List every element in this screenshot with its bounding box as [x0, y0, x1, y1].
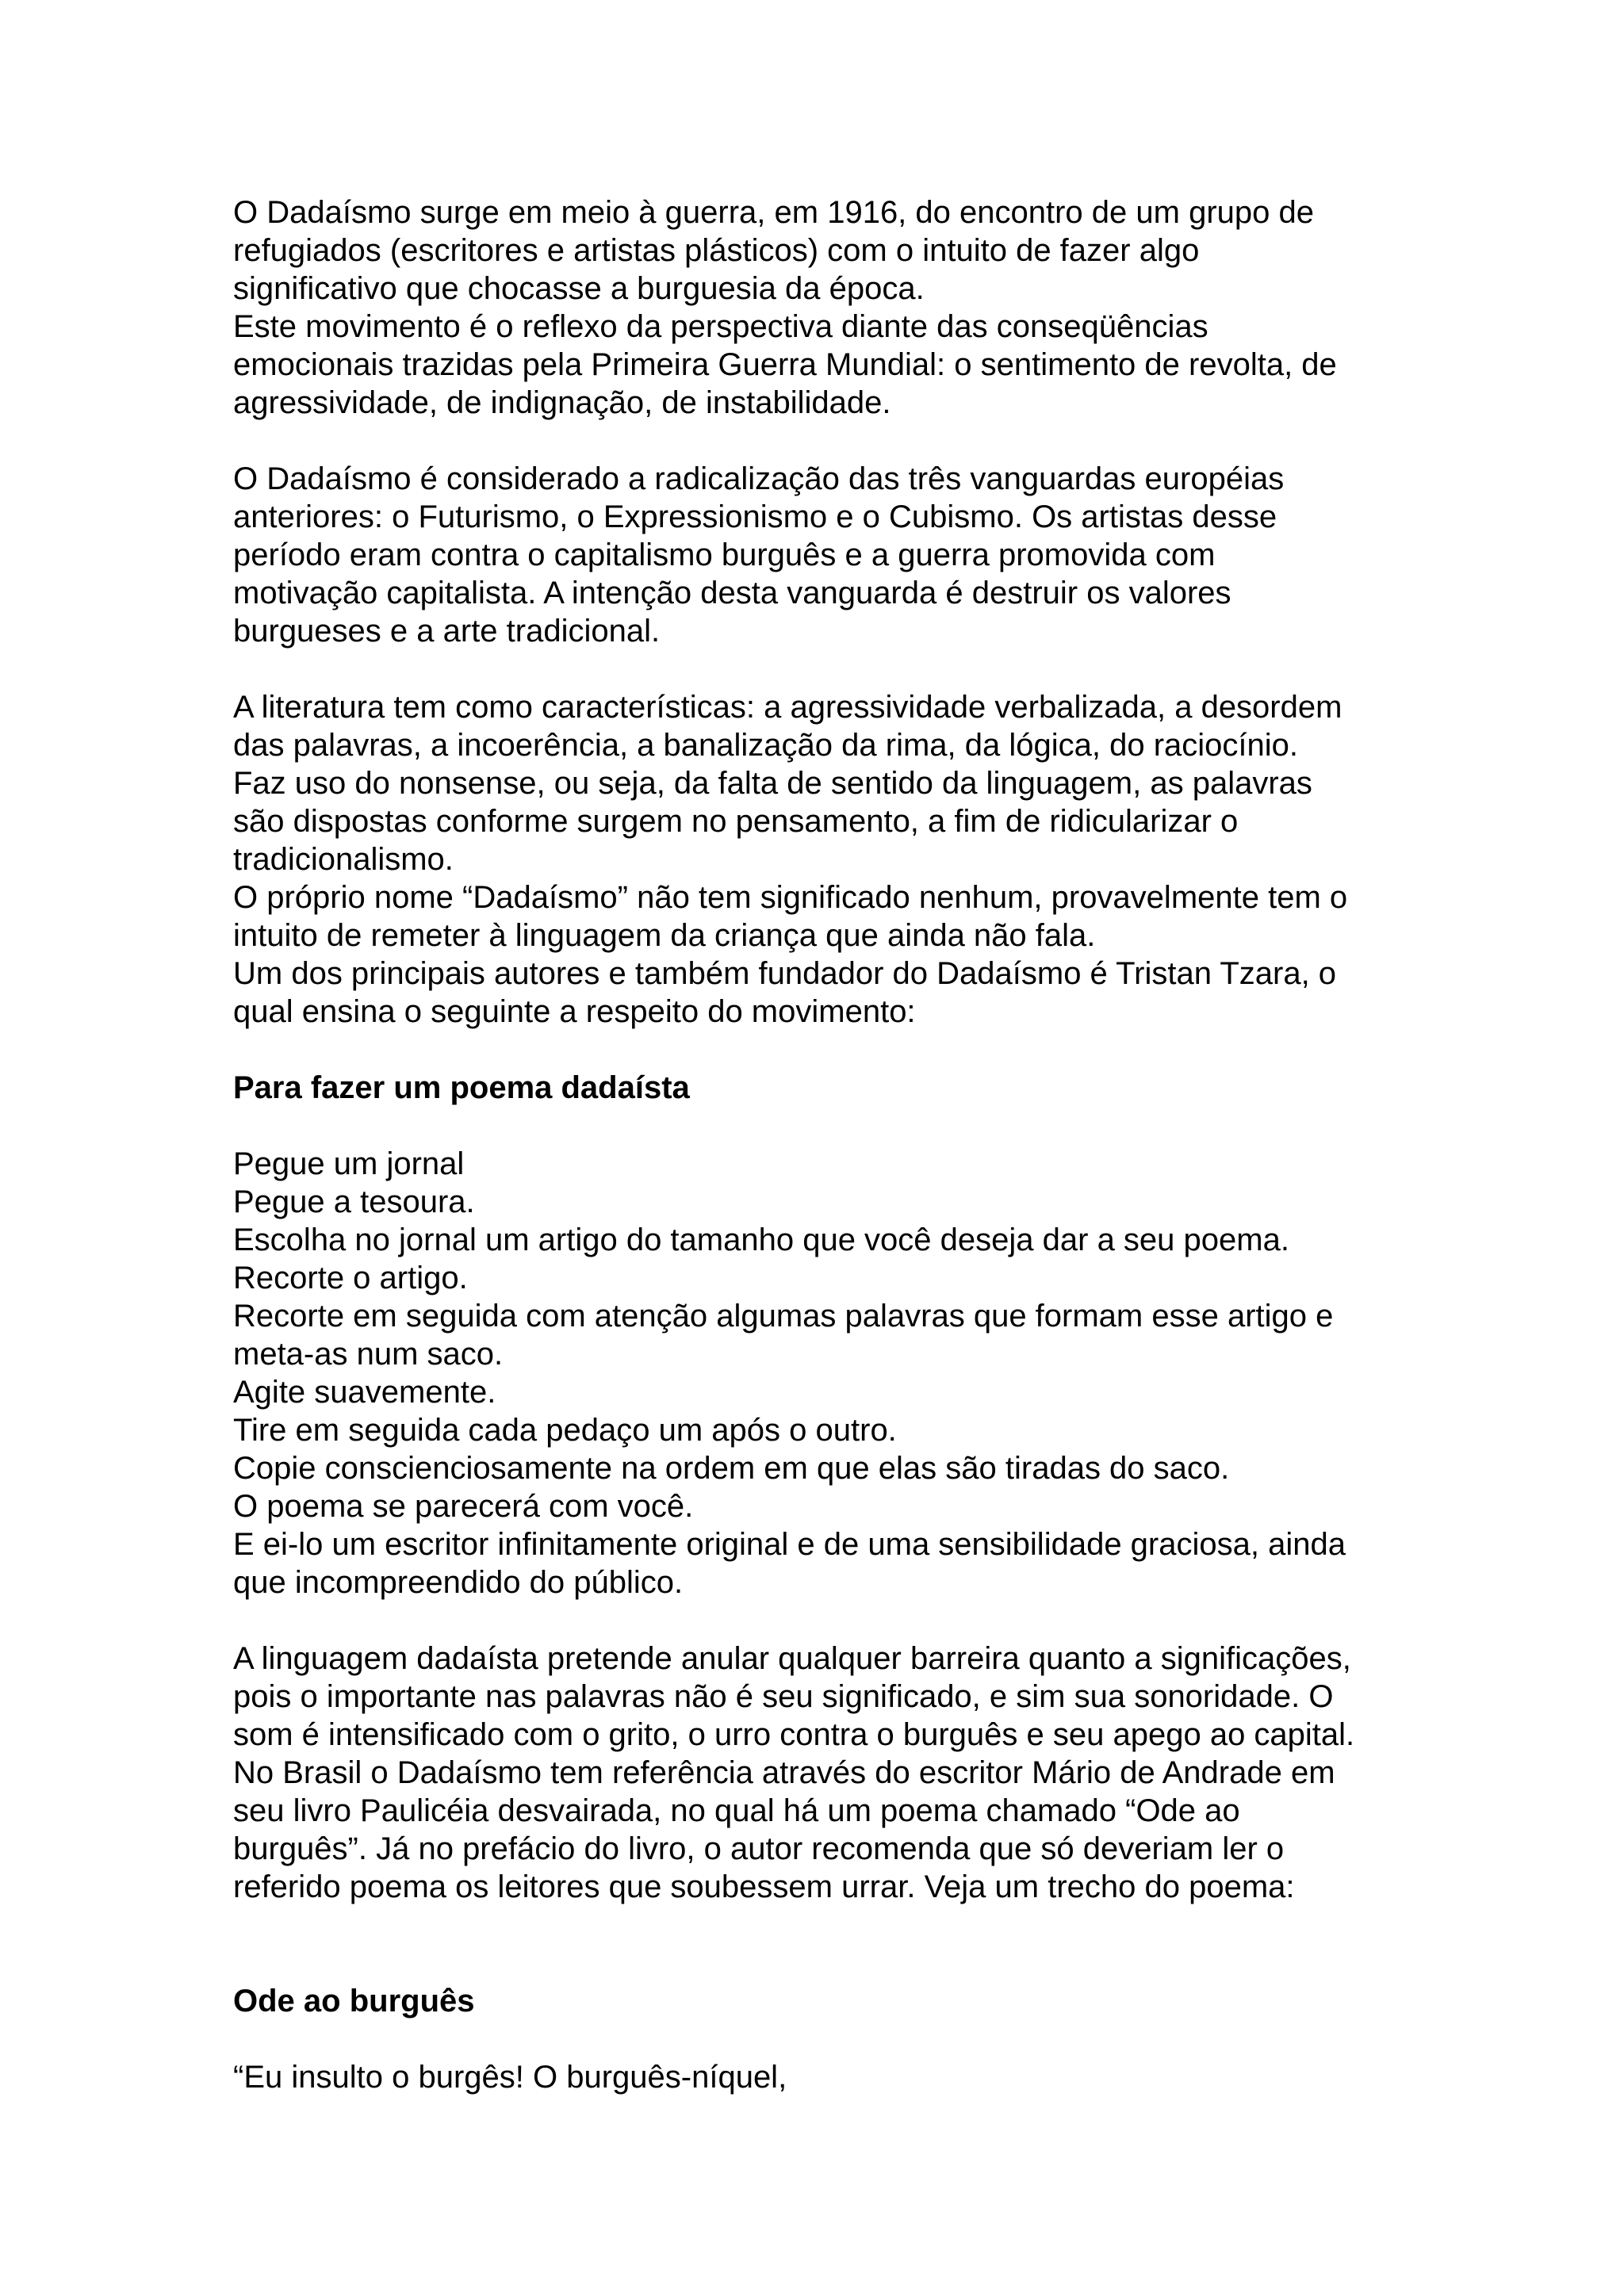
document-body — [233, 193, 1423, 2096]
poem-line: Pegue um jornal — [233, 1146, 465, 1181]
poem-ode-excerpt — [233, 2058, 1423, 2096]
poem-line: Pegue a tesoura. — [233, 1184, 475, 1219]
poem-line: Copie conscienciosamente na ordem em que elas são tiradas do saco. — [233, 1451, 1230, 1486]
paragraph-literature-characteristics — [233, 688, 1423, 1031]
text-line: burguês”. Já no prefácio do livro, o autor recomenda que só deveriam ler o — [233, 1831, 1285, 1866]
text-line: motivação capitalista. A intenção desta vanguarda é destruir os valores — [233, 576, 1231, 610]
poem-line: Recorte em seguida com atenção algumas palavras que formam esse artigo e — [233, 1299, 1334, 1334]
text-line: som é intensificado com o grito, o urro contra o burguês e seu apego ao capital. — [233, 1717, 1355, 1752]
text-line: pois o importante nas palavras não é seu significado, e sim sua sonoridade. O — [233, 1679, 1334, 1714]
poem-line: Escolha no jornal um artigo do tamanho que você deseja dar a seu poema. — [233, 1223, 1289, 1257]
poem-line: E ei-lo um escritor infinitamente original e de uma sensibilidade graciosa, ainda — [233, 1527, 1346, 1562]
poem-line: que incompreendido do público. — [233, 1565, 684, 1600]
text-line: anteriores: o Futurismo, o Expressionismo e o Cubismo. Os artistas desse — [233, 499, 1277, 534]
text-line: No Brasil o Dadaísmo tem referência através do escritor Mário de Andrade em — [233, 1755, 1335, 1790]
text-line: seu livro Paulicéia desvairada, no qual há um poema chamado “Ode ao — [233, 1793, 1240, 1828]
poem-line: Recorte o artigo. — [233, 1261, 468, 1295]
text-line: agressividade, de indignação, de instabilidade. — [233, 385, 891, 420]
text-line: das palavras, a incoerência, a banalização da rima, da lógica, do raciocínio. — [233, 728, 1299, 763]
text-line: significativo que chocasse a burguesia da época. — [233, 271, 925, 306]
text-line: período eram contra o capitalismo burguês e a guerra promovida com — [233, 538, 1216, 572]
paragraph-dadaism-origin — [233, 193, 1423, 422]
text-line: intuito de remeter à linguagem da criança que ainda não fala. — [233, 918, 1096, 953]
poem-line: Agite suavemente. — [233, 1375, 496, 1410]
text-line: são dispostas conforme surgem no pensamento, a fim de ridicularizar o — [233, 804, 1239, 839]
poem-line: meta-as num saco. — [233, 1337, 504, 1372]
text-line: O Dadaísmo surge em meio à guerra, em 1916, do encontro de um grupo de — [233, 195, 1314, 230]
poem-title-dadaist: Para fazer um poema dadaísta — [233, 1070, 690, 1105]
text-line: referido poema os leitores que soubessem urrar. Veja um trecho do poema: — [233, 1869, 1295, 1904]
paragraph-radicalization — [233, 460, 1423, 650]
poem-line: Tire em seguida cada pedaço um após o outro. — [233, 1413, 897, 1448]
text-line: qual ensina o seguinte a respeito do movimento: — [233, 994, 916, 1029]
poem-line: O poema se parecerá com você. — [233, 1489, 694, 1524]
poem-dadaist-lines — [233, 1145, 1423, 1601]
text-line: O próprio nome “Dadaísmo” não tem significado nenhum, provavelmente tem o — [233, 880, 1348, 915]
text-line: Faz uso do nonsense, ou seja, da falta de sentido da linguagem, as palavras — [233, 766, 1312, 801]
text-line: burgueses e a arte tradicional. — [233, 614, 661, 649]
text-line: Um dos principais autores e também fundador do Dadaísmo é Tristan Tzara, o — [233, 956, 1337, 991]
text-line: A linguagem dadaísta pretende anular qualquer barreira quanto a significações, — [233, 1641, 1351, 1676]
poem-line: “Eu insulto o burgês! O burguês-níquel, — [233, 2060, 787, 2095]
text-line: refugiados (escritores e artistas plásticos) com o intuito de fazer algo — [233, 233, 1200, 268]
text-line: emocionais trazidas pela Primeira Guerra Mundial: o sentimento de revolta, de — [233, 347, 1337, 382]
text-line: tradicionalismo. — [233, 842, 454, 877]
paragraph-dadaist-language — [233, 1640, 1423, 1906]
text-line: O Dadaísmo é considerado a radicalização das três vanguardas européias — [233, 461, 1285, 496]
poem-title-ode: Ode ao burguês — [233, 1984, 475, 2019]
text-line: A literatura tem como características: a agressividade verbalizada, a desordem — [233, 690, 1342, 725]
text-line: Este movimento é o reflexo da perspectiva diante das conseqüências — [233, 309, 1208, 344]
